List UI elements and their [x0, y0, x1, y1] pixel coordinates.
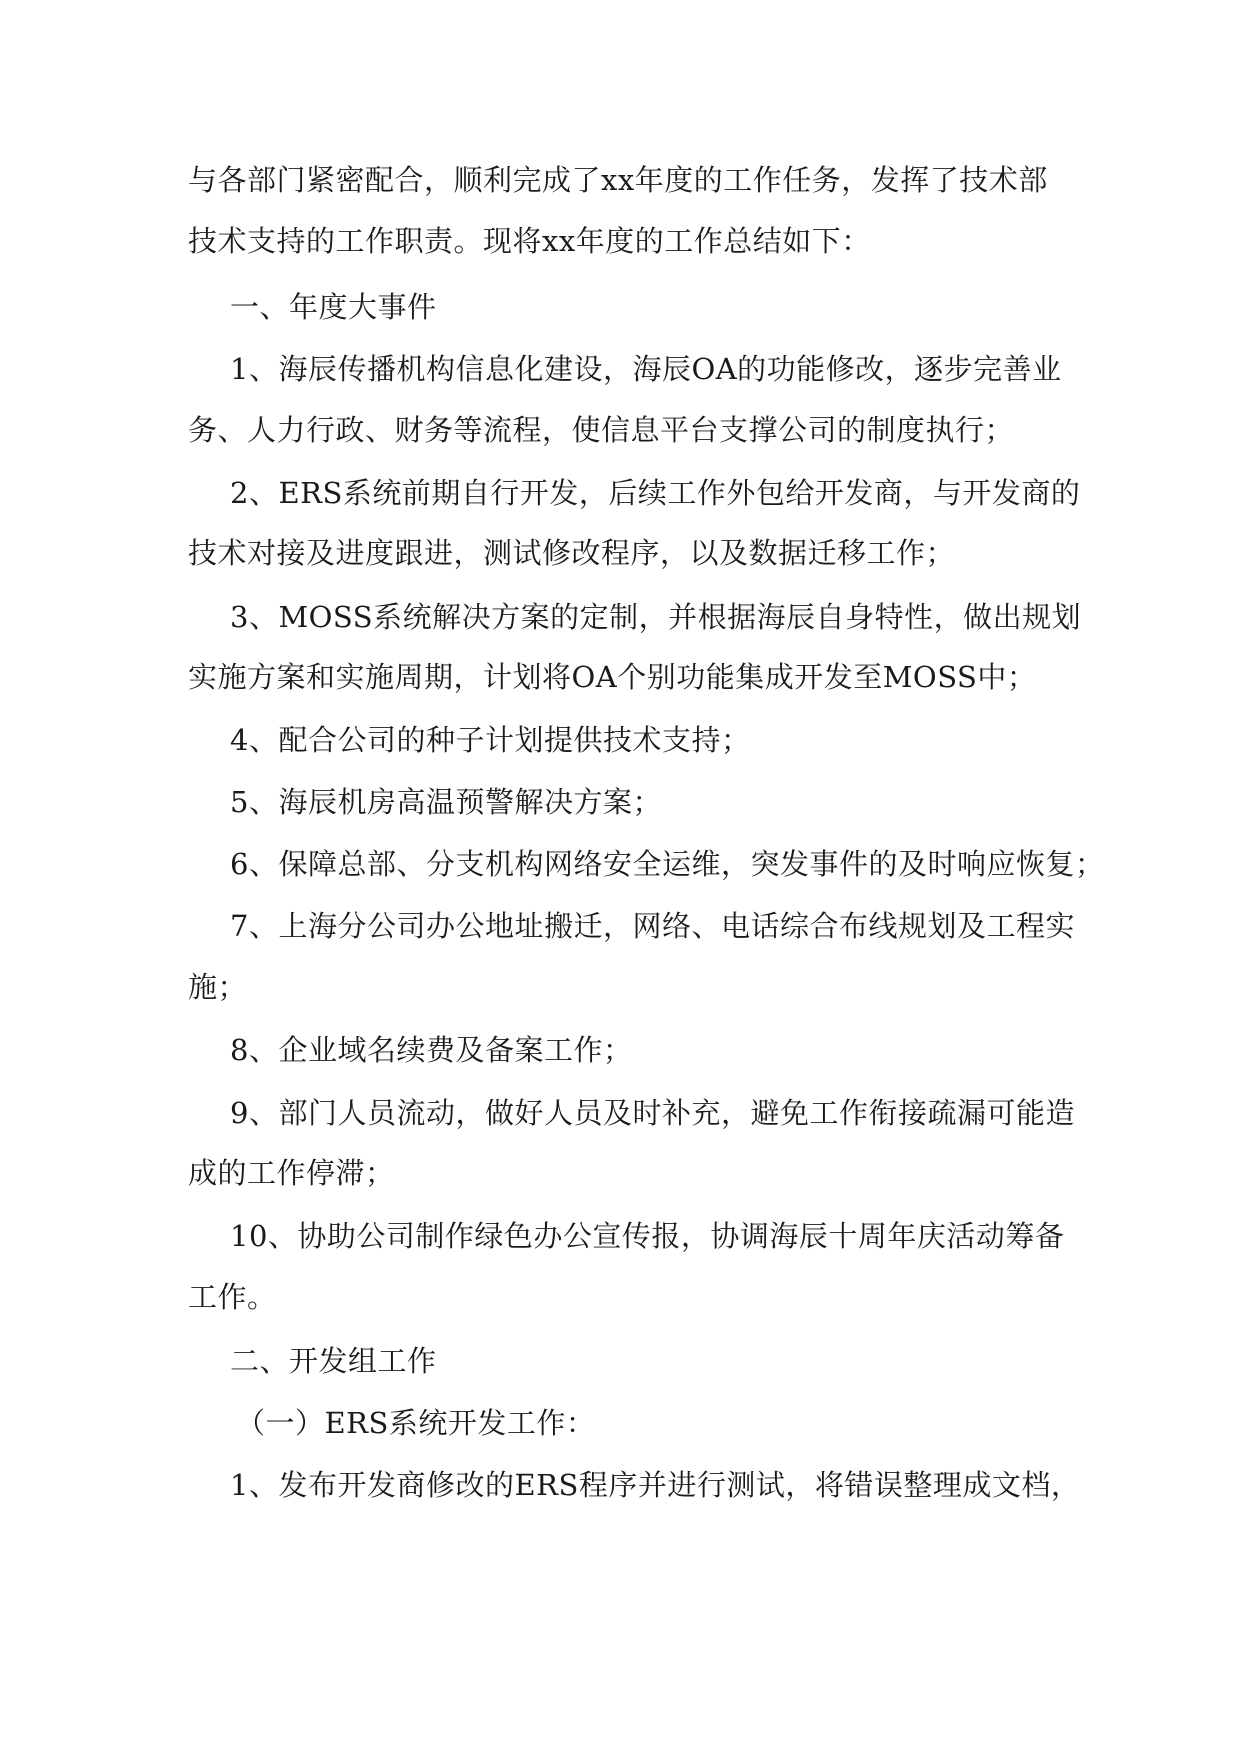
paragraph-line: 6、保障总部、分支机构网络安全运维，突发事件的及时响应恢复； [230, 847, 1105, 881]
paragraph-line: 7、上海分公司办公地址搬迁，网络、电话综合布线规划及工程实 [230, 909, 1075, 943]
subsection-heading: （一）ERS系统开发工作： [236, 1406, 596, 1440]
paragraph-line: 务、人力行政、财务等流程，使信息平台支撑公司的制度执行； [188, 413, 1015, 447]
paragraph-line: 工作。 [188, 1280, 277, 1314]
paragraph-line: 4、配合公司的种子计划提供技术支持； [230, 723, 751, 757]
paragraph-line: 成的工作停滞； [188, 1156, 395, 1190]
paragraph-line: 与各部门紧密配合，顺利完成了xx年度的工作任务，发挥了技术部 [188, 163, 1048, 197]
paragraph-line: 技术支持的工作职责。现将xx年度的工作总结如下： [188, 224, 871, 258]
paragraph-line: 3、MOSS系统解决方案的定制，并根据海辰自身特性，做出规划 [230, 600, 1082, 634]
paragraph-line: 1、发布开发商修改的ERS程序并进行测试，将错误整理成文档， [230, 1468, 1081, 1502]
section-heading: 一、年度大事件 [230, 290, 437, 324]
paragraph-line: 8、企业域名续费及备案工作； [230, 1033, 633, 1067]
section-heading: 二、开发组工作 [230, 1344, 437, 1378]
paragraph-line: 技术对接及进度跟进，测试修改程序，以及数据迁移工作； [188, 536, 956, 570]
paragraph-line: 1、海辰传播机构信息化建设，海辰OA的功能修改，逐步完善业 [230, 352, 1062, 386]
paragraph-line: 2、ERS系统前期自行开发，后续工作外包给开发商，与开发商的 [230, 476, 1081, 510]
paragraph-line: 10、协助公司制作绿色办公宣传报，协调海辰十周年庆活动筹备 [230, 1219, 1065, 1253]
paragraph-line: 施； [188, 970, 248, 1004]
paragraph-line: 5、海辰机房高温预警解决方案； [230, 785, 662, 819]
paragraph-line: 实施方案和实施周期，计划将OA个别功能集成开发至MOSS中； [188, 660, 1037, 694]
paragraph-line: 9、部门人员流动，做好人员及时补充，避免工作衔接疏漏可能造 [230, 1096, 1075, 1130]
